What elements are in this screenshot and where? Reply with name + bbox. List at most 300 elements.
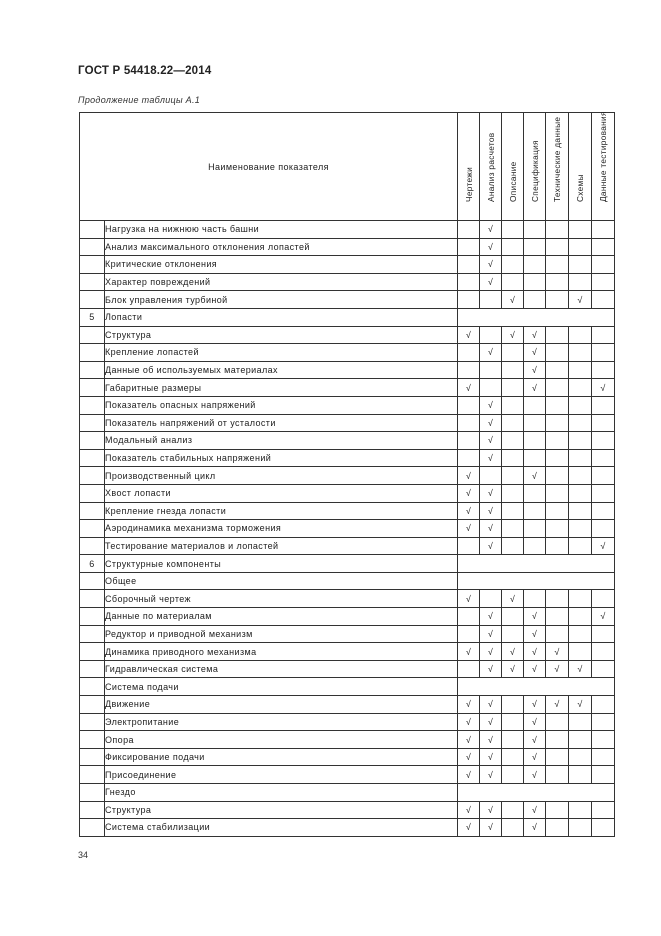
empty-cell — [592, 467, 615, 485]
empty-cell — [569, 361, 592, 379]
indicator-name: Электропитание — [105, 713, 458, 731]
indicator-name: Движение — [105, 696, 458, 714]
indicator-name: Хвост лопасти — [105, 484, 458, 502]
row-number — [80, 748, 105, 766]
check-mark: √ — [502, 326, 524, 344]
empty-cell — [458, 537, 480, 555]
empty-cell — [546, 801, 569, 819]
header-calculation-analysis — [480, 113, 502, 221]
indicator-name: Сборочный чертеж — [105, 590, 458, 608]
check-mark: √ — [524, 713, 546, 731]
row-number — [80, 273, 105, 291]
empty-cell — [592, 625, 615, 643]
table-row — [80, 608, 615, 626]
indicator-name: Блок управления турбиной — [105, 291, 458, 309]
empty-cell — [502, 273, 524, 291]
empty-cell — [480, 291, 502, 309]
table-row — [80, 660, 615, 678]
empty-cell — [458, 291, 480, 309]
empty-cell — [502, 379, 524, 397]
row-number — [80, 449, 105, 467]
table-row — [80, 748, 615, 766]
empty-cell — [546, 361, 569, 379]
empty-cell — [502, 449, 524, 467]
row-number — [80, 326, 105, 344]
table-row — [80, 396, 615, 414]
empty-cell — [569, 414, 592, 432]
row-number — [80, 379, 105, 397]
header-description — [502, 113, 524, 221]
empty-cell — [524, 537, 546, 555]
row-number — [80, 256, 105, 274]
empty-cell — [592, 590, 615, 608]
empty-merged-cell — [458, 784, 615, 802]
row-number — [80, 238, 105, 256]
check-mark: √ — [458, 696, 480, 714]
empty-cell — [502, 238, 524, 256]
table-row — [80, 414, 615, 432]
check-mark: √ — [458, 643, 480, 661]
empty-cell — [524, 520, 546, 538]
header-technical-data-label: Технические данные — [552, 116, 563, 202]
empty-cell — [502, 696, 524, 714]
empty-cell — [546, 520, 569, 538]
table-row — [80, 678, 615, 696]
empty-cell — [592, 432, 615, 450]
empty-cell — [502, 484, 524, 502]
empty-cell — [569, 502, 592, 520]
check-mark: √ — [569, 696, 592, 714]
empty-cell — [592, 484, 615, 502]
check-mark: √ — [480, 819, 502, 837]
check-mark: √ — [524, 766, 546, 784]
check-mark: √ — [480, 660, 502, 678]
check-mark: √ — [480, 608, 502, 626]
check-mark: √ — [458, 819, 480, 837]
check-mark: √ — [592, 608, 615, 626]
empty-cell — [524, 396, 546, 414]
row-number — [80, 537, 105, 555]
table-row — [80, 379, 615, 397]
empty-cell — [524, 291, 546, 309]
indicator-name: Тестирование материалов и лопастей — [105, 537, 458, 555]
row-number — [80, 432, 105, 450]
header-schemes — [569, 113, 592, 221]
empty-cell — [546, 484, 569, 502]
table-row — [80, 731, 615, 749]
empty-cell — [502, 221, 524, 239]
row-number — [80, 291, 105, 309]
empty-cell — [480, 379, 502, 397]
empty-cell — [546, 273, 569, 291]
empty-cell — [502, 537, 524, 555]
header-test-data — [592, 113, 615, 221]
row-number — [80, 819, 105, 837]
row-number — [80, 696, 105, 714]
check-mark: √ — [480, 696, 502, 714]
check-mark: √ — [458, 766, 480, 784]
check-mark: √ — [480, 643, 502, 661]
empty-cell — [546, 748, 569, 766]
empty-cell — [569, 273, 592, 291]
check-mark: √ — [480, 432, 502, 450]
empty-cell — [592, 414, 615, 432]
check-mark: √ — [502, 660, 524, 678]
empty-cell — [458, 273, 480, 291]
empty-cell — [546, 608, 569, 626]
page-number: 34 — [78, 850, 89, 860]
table-row — [80, 643, 615, 661]
check-mark: √ — [524, 660, 546, 678]
check-mark: √ — [458, 326, 480, 344]
empty-merged-cell — [458, 572, 615, 590]
check-mark: √ — [524, 748, 546, 766]
check-mark: √ — [480, 713, 502, 731]
table-row — [80, 766, 615, 784]
empty-cell — [458, 361, 480, 379]
empty-cell — [458, 660, 480, 678]
empty-cell — [546, 502, 569, 520]
row-number: 6 — [80, 555, 105, 573]
empty-cell — [569, 520, 592, 538]
empty-cell — [592, 344, 615, 362]
empty-cell — [592, 273, 615, 291]
check-mark: √ — [592, 379, 615, 397]
header-indicator-name: Наименование показателя — [80, 113, 458, 221]
table-caption: Продолжение таблицы А.1 — [78, 95, 201, 105]
header-specification-label: Спецификация — [529, 140, 540, 202]
empty-cell — [524, 432, 546, 450]
row-number — [80, 484, 105, 502]
check-mark: √ — [480, 256, 502, 274]
indicator-table — [79, 112, 615, 837]
empty-cell — [502, 520, 524, 538]
indicator-name: Крепление лопастей — [105, 344, 458, 362]
table-row — [80, 221, 615, 239]
table-row — [80, 801, 615, 819]
table-row — [80, 256, 615, 274]
empty-cell — [569, 432, 592, 450]
table-row — [80, 326, 615, 344]
table-row — [80, 625, 615, 643]
table-row — [80, 308, 615, 326]
empty-cell — [592, 643, 615, 661]
check-mark: √ — [524, 467, 546, 485]
empty-cell — [592, 713, 615, 731]
check-mark: √ — [480, 731, 502, 749]
table-row — [80, 484, 615, 502]
check-mark: √ — [480, 344, 502, 362]
empty-cell — [569, 344, 592, 362]
check-mark: √ — [480, 484, 502, 502]
check-mark: √ — [524, 361, 546, 379]
document-title: ГОСТ Р 54418.22—2014 — [78, 65, 212, 77]
empty-merged-cell — [458, 555, 615, 573]
empty-cell — [569, 608, 592, 626]
table-row — [80, 572, 615, 590]
empty-cell — [569, 379, 592, 397]
check-mark: √ — [480, 520, 502, 538]
empty-cell — [458, 396, 480, 414]
empty-cell — [592, 660, 615, 678]
check-mark: √ — [524, 731, 546, 749]
table-row — [80, 502, 615, 520]
empty-cell — [502, 361, 524, 379]
check-mark: √ — [524, 819, 546, 837]
indicator-name: Аэродинамика механизма торможения — [105, 520, 458, 538]
empty-cell — [458, 414, 480, 432]
row-number — [80, 572, 105, 590]
check-mark: √ — [502, 291, 524, 309]
empty-cell — [502, 748, 524, 766]
check-mark: √ — [480, 766, 502, 784]
empty-cell — [546, 344, 569, 362]
check-mark: √ — [458, 520, 480, 538]
empty-cell — [480, 590, 502, 608]
header-specification — [524, 113, 546, 221]
table-row — [80, 537, 615, 555]
empty-cell — [592, 221, 615, 239]
empty-cell — [502, 432, 524, 450]
check-mark: √ — [480, 238, 502, 256]
empty-cell — [458, 344, 480, 362]
indicator-name: Показатель напряжений от усталости — [105, 414, 458, 432]
table-row — [80, 713, 615, 731]
check-mark: √ — [546, 660, 569, 678]
indicator-name: Критические отклонения — [105, 256, 458, 274]
check-mark: √ — [458, 801, 480, 819]
indicator-name: Структура — [105, 326, 458, 344]
header-technical-data — [546, 113, 569, 221]
row-number — [80, 784, 105, 802]
empty-cell — [569, 221, 592, 239]
row-number — [80, 608, 105, 626]
check-mark: √ — [458, 748, 480, 766]
indicator-name: Данные по материалам — [105, 608, 458, 626]
check-mark: √ — [458, 713, 480, 731]
indicator-name: Структура — [105, 801, 458, 819]
indicator-name: Модальный анализ — [105, 432, 458, 450]
check-mark: √ — [480, 537, 502, 555]
empty-cell — [592, 520, 615, 538]
empty-cell — [546, 766, 569, 784]
row-number — [80, 520, 105, 538]
empty-cell — [546, 379, 569, 397]
header-calculation-analysis-label: Анализ расчетов — [485, 132, 496, 202]
empty-cell — [524, 449, 546, 467]
table-row — [80, 467, 615, 485]
table-row — [80, 555, 615, 573]
row-number — [80, 361, 105, 379]
indicator-name: Гидравлическая система — [105, 660, 458, 678]
row-number — [80, 221, 105, 239]
empty-merged-cell — [458, 678, 615, 696]
row-number — [80, 414, 105, 432]
table-row — [80, 590, 615, 608]
empty-cell — [592, 291, 615, 309]
empty-cell — [546, 256, 569, 274]
empty-cell — [592, 238, 615, 256]
indicator-name: Система стабилизации — [105, 819, 458, 837]
empty-merged-cell — [458, 308, 615, 326]
table-row — [80, 291, 615, 309]
empty-cell — [502, 502, 524, 520]
check-mark: √ — [458, 467, 480, 485]
row-number — [80, 678, 105, 696]
row-number: 5 — [80, 308, 105, 326]
header-schemes-label: Схемы — [575, 174, 586, 202]
row-number — [80, 590, 105, 608]
header-drawings — [458, 113, 480, 221]
empty-cell — [502, 819, 524, 837]
check-mark: √ — [524, 326, 546, 344]
empty-cell — [502, 396, 524, 414]
empty-cell — [524, 590, 546, 608]
row-number — [80, 502, 105, 520]
check-mark: √ — [524, 801, 546, 819]
table-row — [80, 449, 615, 467]
empty-cell — [480, 361, 502, 379]
empty-cell — [502, 625, 524, 643]
empty-cell — [458, 256, 480, 274]
empty-cell — [569, 731, 592, 749]
empty-cell — [569, 396, 592, 414]
table-row — [80, 361, 615, 379]
check-mark: √ — [458, 502, 480, 520]
indicator-name: Система подачи — [105, 678, 458, 696]
empty-cell — [569, 766, 592, 784]
empty-cell — [546, 819, 569, 837]
empty-cell — [524, 414, 546, 432]
empty-cell — [546, 238, 569, 256]
indicator-name: Анализ максимального отклонения лопастей — [105, 238, 458, 256]
indicator-name: Габаритные размеры — [105, 379, 458, 397]
indicator-name: Нагрузка на нижнюю часть башни — [105, 221, 458, 239]
empty-cell — [546, 590, 569, 608]
empty-cell — [569, 590, 592, 608]
empty-cell — [592, 361, 615, 379]
empty-cell — [569, 713, 592, 731]
empty-cell — [524, 273, 546, 291]
empty-cell — [569, 625, 592, 643]
empty-cell — [524, 502, 546, 520]
indicator-name: Данные об используемых материалах — [105, 361, 458, 379]
empty-cell — [546, 432, 569, 450]
table-row — [80, 819, 615, 837]
check-mark: √ — [480, 502, 502, 520]
empty-cell — [546, 731, 569, 749]
check-mark: √ — [458, 731, 480, 749]
empty-cell — [458, 238, 480, 256]
empty-cell — [546, 326, 569, 344]
check-mark: √ — [524, 344, 546, 362]
empty-cell — [502, 467, 524, 485]
empty-cell — [546, 414, 569, 432]
check-mark: √ — [480, 396, 502, 414]
empty-cell — [546, 449, 569, 467]
check-mark: √ — [524, 643, 546, 661]
empty-cell — [592, 502, 615, 520]
empty-cell — [546, 537, 569, 555]
table-row — [80, 696, 615, 714]
empty-cell — [502, 414, 524, 432]
table-row — [80, 520, 615, 538]
check-mark: √ — [546, 643, 569, 661]
empty-cell — [502, 731, 524, 749]
row-number — [80, 643, 105, 661]
empty-cell — [502, 256, 524, 274]
empty-cell — [569, 467, 592, 485]
indicator-name: Показатель опасных напряжений — [105, 396, 458, 414]
check-mark: √ — [480, 449, 502, 467]
indicator-name: Фиксирование подачи — [105, 748, 458, 766]
check-mark: √ — [480, 221, 502, 239]
empty-cell — [524, 238, 546, 256]
table-row — [80, 432, 615, 450]
empty-cell — [524, 484, 546, 502]
header-test-data-label: Данные тестирования — [598, 111, 609, 202]
empty-cell — [458, 608, 480, 626]
indicator-name: Характер повреждений — [105, 273, 458, 291]
check-mark: √ — [502, 643, 524, 661]
empty-cell — [524, 221, 546, 239]
empty-cell — [569, 449, 592, 467]
check-mark: √ — [458, 590, 480, 608]
indicator-name: Структурные компоненты — [105, 555, 458, 573]
empty-cell — [592, 766, 615, 784]
indicator-name: Крепление гнезда лопасти — [105, 502, 458, 520]
indicator-name: Показатель стабильных напряжений — [105, 449, 458, 467]
row-number — [80, 625, 105, 643]
table-row — [80, 784, 615, 802]
empty-cell — [502, 766, 524, 784]
empty-cell — [592, 819, 615, 837]
empty-cell — [592, 801, 615, 819]
check-mark: √ — [524, 625, 546, 643]
empty-cell — [458, 625, 480, 643]
empty-cell — [592, 396, 615, 414]
row-number — [80, 801, 105, 819]
row-number — [80, 396, 105, 414]
empty-cell — [569, 326, 592, 344]
empty-cell — [569, 238, 592, 256]
check-mark: √ — [480, 414, 502, 432]
check-mark: √ — [480, 273, 502, 291]
empty-cell — [592, 326, 615, 344]
empty-cell — [480, 326, 502, 344]
empty-cell — [502, 608, 524, 626]
empty-cell — [569, 748, 592, 766]
empty-cell — [524, 256, 546, 274]
row-number — [80, 660, 105, 678]
empty-cell — [480, 467, 502, 485]
row-number — [80, 766, 105, 784]
indicator-name: Производственный цикл — [105, 467, 458, 485]
check-mark: √ — [458, 484, 480, 502]
empty-cell — [592, 748, 615, 766]
header-drawings-label: Чертежи — [463, 166, 474, 202]
row-number — [80, 731, 105, 749]
check-mark: √ — [524, 379, 546, 397]
empty-cell — [546, 291, 569, 309]
indicator-name: Динамика приводного механизма — [105, 643, 458, 661]
empty-cell — [546, 221, 569, 239]
indicator-name: Общее — [105, 572, 458, 590]
header-description-label: Описание — [507, 161, 518, 202]
indicator-name: Редуктор и приводной механизм — [105, 625, 458, 643]
check-mark: √ — [569, 291, 592, 309]
indicator-name: Опора — [105, 731, 458, 749]
